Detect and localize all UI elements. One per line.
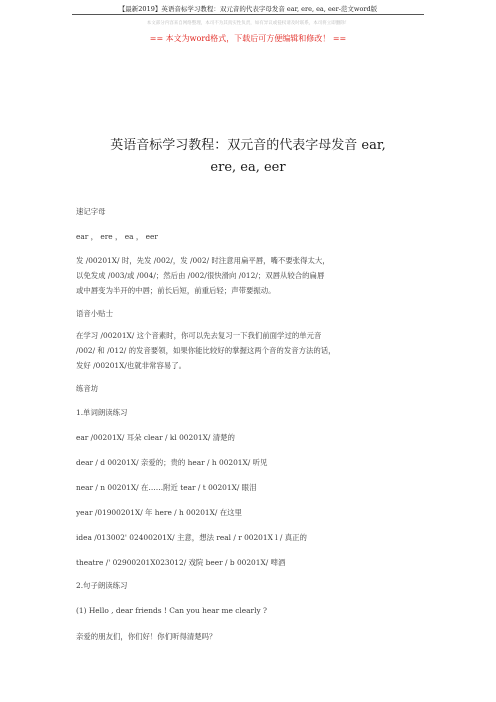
vocab-line: idea /013002' 02400201X/ 主意，想法 real / r 00201X l / 真正的: [76, 533, 307, 542]
sentence-chinese: 亲爱的朋友们，你们好！你们听得清楚吗？: [76, 632, 217, 641]
section-heading-tips: 语音小贴士: [76, 309, 113, 318]
body-line: 在学习 /00201X/ 这个音素时，你可以先去复习一下我们前面学过的单元音: [76, 331, 322, 340]
vocab-line: ear /00201X/ 耳朵 clear / kl 00201X/ 清楚的: [76, 433, 235, 442]
sentence-english: (1) Hello , dear friends ! Can you hear me clearly ?: [76, 606, 267, 615]
subheading-sentence-reading: 2.句子朗读练习: [76, 581, 128, 590]
vocab-line: theatre /' 02900201X023012/ 戏院 beer / b 00201X/ 啤酒: [76, 558, 286, 567]
section-heading-practice: 练音坊: [76, 384, 99, 393]
letters-line: ear ， ere ， ea ， eer: [76, 232, 158, 241]
body-line: 以免发成 /003/或 /004/；然后由 /002/很快滑向 /012/；双唇从较合的扁唇: [76, 271, 325, 280]
body-line: 发好 /00201X/也就非常容易了。: [76, 361, 187, 370]
body-line: /002/ 和 /012/ 的发音要领，如果你能比较好的掌握这两个音的发音方法的话，: [76, 346, 336, 355]
vocab-line: near / n 00201X/ 在……附近 tear / t 00201X/ 眼泪: [76, 483, 257, 492]
word-format-notice: == 本文为word格式，下载后可方便编辑和修改！ ==: [149, 34, 347, 43]
section-heading-mnemonic: 速记字母: [76, 207, 106, 216]
document-title-line-2: ere, ea, eer: [210, 160, 286, 175]
vocab-line: year /01900201X/ 年 here / h 00201X/ 在这里: [76, 508, 242, 517]
disclaimer-text: 本文部分内容来自网络整理，本司不为其真实性负责，如有异议或侵权请及时联系，本司将立即删除！: [146, 21, 350, 26]
vocab-line: dear / d 00201X/ 亲爱的；贵的 hear / h 00201X/ 听见: [76, 458, 268, 467]
header-title: 【最新2019】英语音标学习教程：双元音的代表字母发音 ear, ere, ea, eer-范文word版: [118, 5, 378, 13]
document-title: [60, 135, 436, 179]
header-divider: [72, 14, 424, 15]
subheading-word-reading: 1.单词朗读练习: [76, 408, 128, 417]
body-line: 发 /00201X/ 时，先发 /002/，发 /002/ 时注意用扁平唇，嘴不要张得太大，: [76, 256, 330, 265]
body-line: 或中唇变为半开的中唇；前长后短，前重后轻；声带要振动。: [76, 286, 276, 295]
document-title-line-1: 英语音标学习教程：双元音的代表字母发音 ear,: [110, 138, 386, 153]
